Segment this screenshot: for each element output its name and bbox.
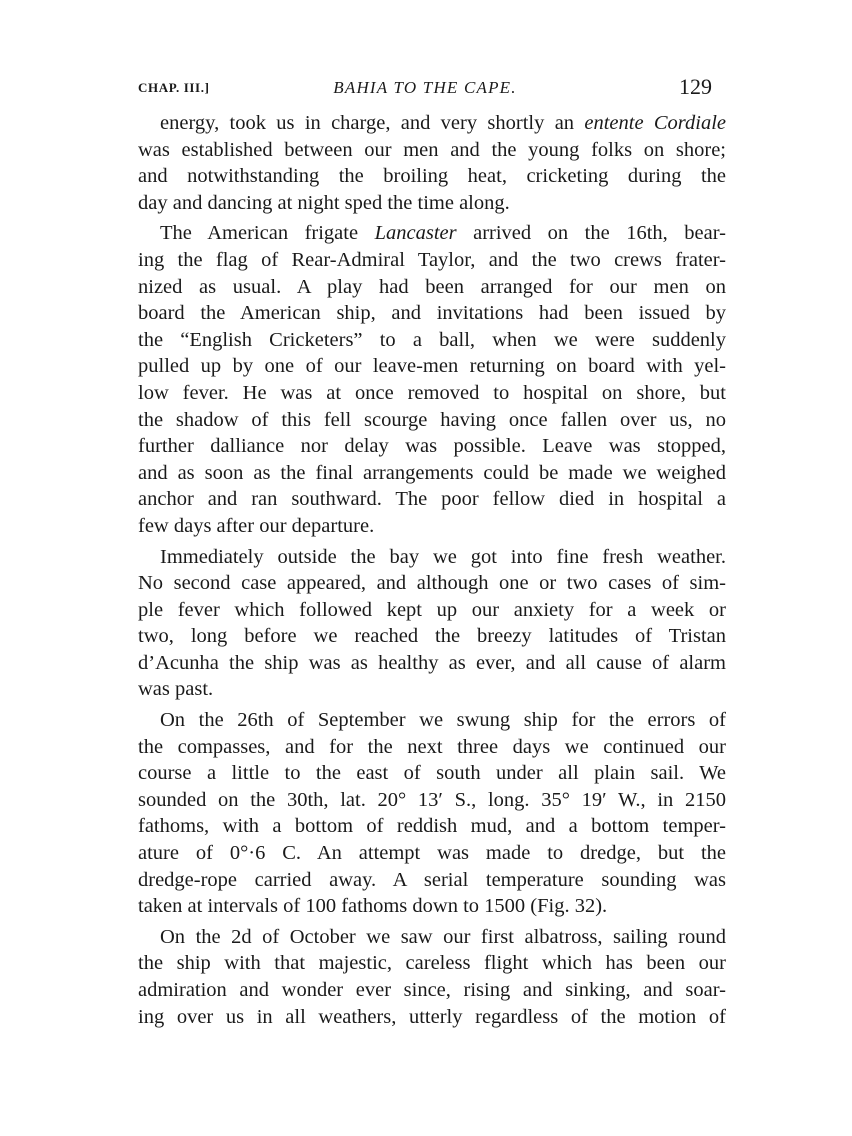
text-line: ing the flag of Rear-Admiral Taylor, and the two crews frater- — [138, 248, 726, 271]
text-run: arrived on the 16th, bear- — [456, 222, 726, 245]
paragraph — [138, 707, 726, 920]
text-line: No second case appeared, and although one or two cases of sim- — [138, 572, 726, 595]
page-number: 129 — [679, 74, 712, 99]
text-run: The American frigate — [160, 222, 375, 245]
text-line: admiration and wonder ever since, rising and sinking, and soar- — [138, 979, 726, 1001]
text-line: and notwithstanding the broiling heat, cricketing during the — [138, 165, 726, 188]
text-line: anchor and ran southward. The poor fellow died in hospital a — [138, 488, 726, 511]
text-line: Immediately outside the bay we got into fine fresh weather. — [160, 545, 726, 568]
text-line: dredge-rope carried away. A serial temperature sounding was — [138, 868, 726, 891]
text-line: taken at intervals of 100 fathoms down to 1500 (Fig. 32). — [138, 895, 608, 918]
text-line: was past. — [138, 678, 214, 701]
body-text — [138, 110, 726, 1030]
text-line: low fever. He was at once removed to hospital on shore, but — [138, 381, 726, 404]
italic-term: entente Cordiale — [584, 112, 726, 134]
running-title: BAHIA TO THE CAPE. — [333, 78, 517, 97]
text-line: ing over us in all weathers, utterly regardless of the motion of — [138, 1005, 726, 1028]
paragraph — [138, 924, 726, 1030]
text-line: the ship with that majestic, careless flight which has been our — [138, 952, 726, 975]
text-line: ple fever which followed kept up our anxiety for a week or — [138, 598, 726, 621]
text-line: the shadow of this fell scourge having once fallen over us, no — [138, 408, 726, 431]
running-head — [138, 74, 712, 104]
text-line: course a little to the east of south under all plain sail. We — [138, 762, 726, 785]
text-line: fathoms, with a bottom of reddish mud, and a bottom temper- — [138, 815, 726, 838]
paragraph — [138, 110, 726, 216]
text-line: the “English Cricketers” to a ball, when we were suddenly — [138, 328, 726, 351]
text-line: pulled up by one of our leave-men returning on board with yel- — [138, 355, 726, 378]
text-line: further dalliance nor delay was possible. Leave was stopped, — [138, 435, 726, 458]
text-line: sounded on the 30th, lat. 20° 13′ S., long. 35° 19′ W., in 2150 — [138, 788, 726, 811]
text-line: On the 26th of September we swung ship for the errors of — [160, 709, 726, 732]
text-line: nized as usual. A play had been arranged for our men on — [138, 275, 726, 298]
italic-term: Lancaster — [374, 222, 457, 245]
text-line: two, long before we reached the breezy latitudes of Tristan — [138, 625, 726, 648]
text-line: d’Acunha the ship was as healthy as ever, and all cause of alarm — [138, 651, 726, 674]
chapter-label: CHAP. III.] — [138, 80, 210, 95]
text-line: ature of 0°·6 C. An attempt was made to dredge, but the — [138, 842, 726, 865]
text-line: day and dancing at night sped the time along. — [138, 191, 510, 214]
text-line — [138, 110, 726, 137]
text-line: board the American ship, and invitations had been issued by — [138, 302, 726, 325]
text-line — [138, 220, 726, 247]
text-run: energy, took us in charge, and very shortly an — [160, 112, 585, 134]
paragraph — [138, 544, 726, 704]
paragraph — [138, 220, 726, 539]
text-line: and as soon as the final arrangements could be made we weighed — [138, 461, 726, 484]
text-line: On the 2d of October we saw our first albatross, sailing round — [160, 925, 726, 948]
text-line: few days after our departure. — [138, 514, 375, 537]
text-line: the compasses, and for the next three days we continued our — [138, 735, 726, 758]
text-line: was established between our men and the young folks on shore; — [138, 138, 726, 161]
